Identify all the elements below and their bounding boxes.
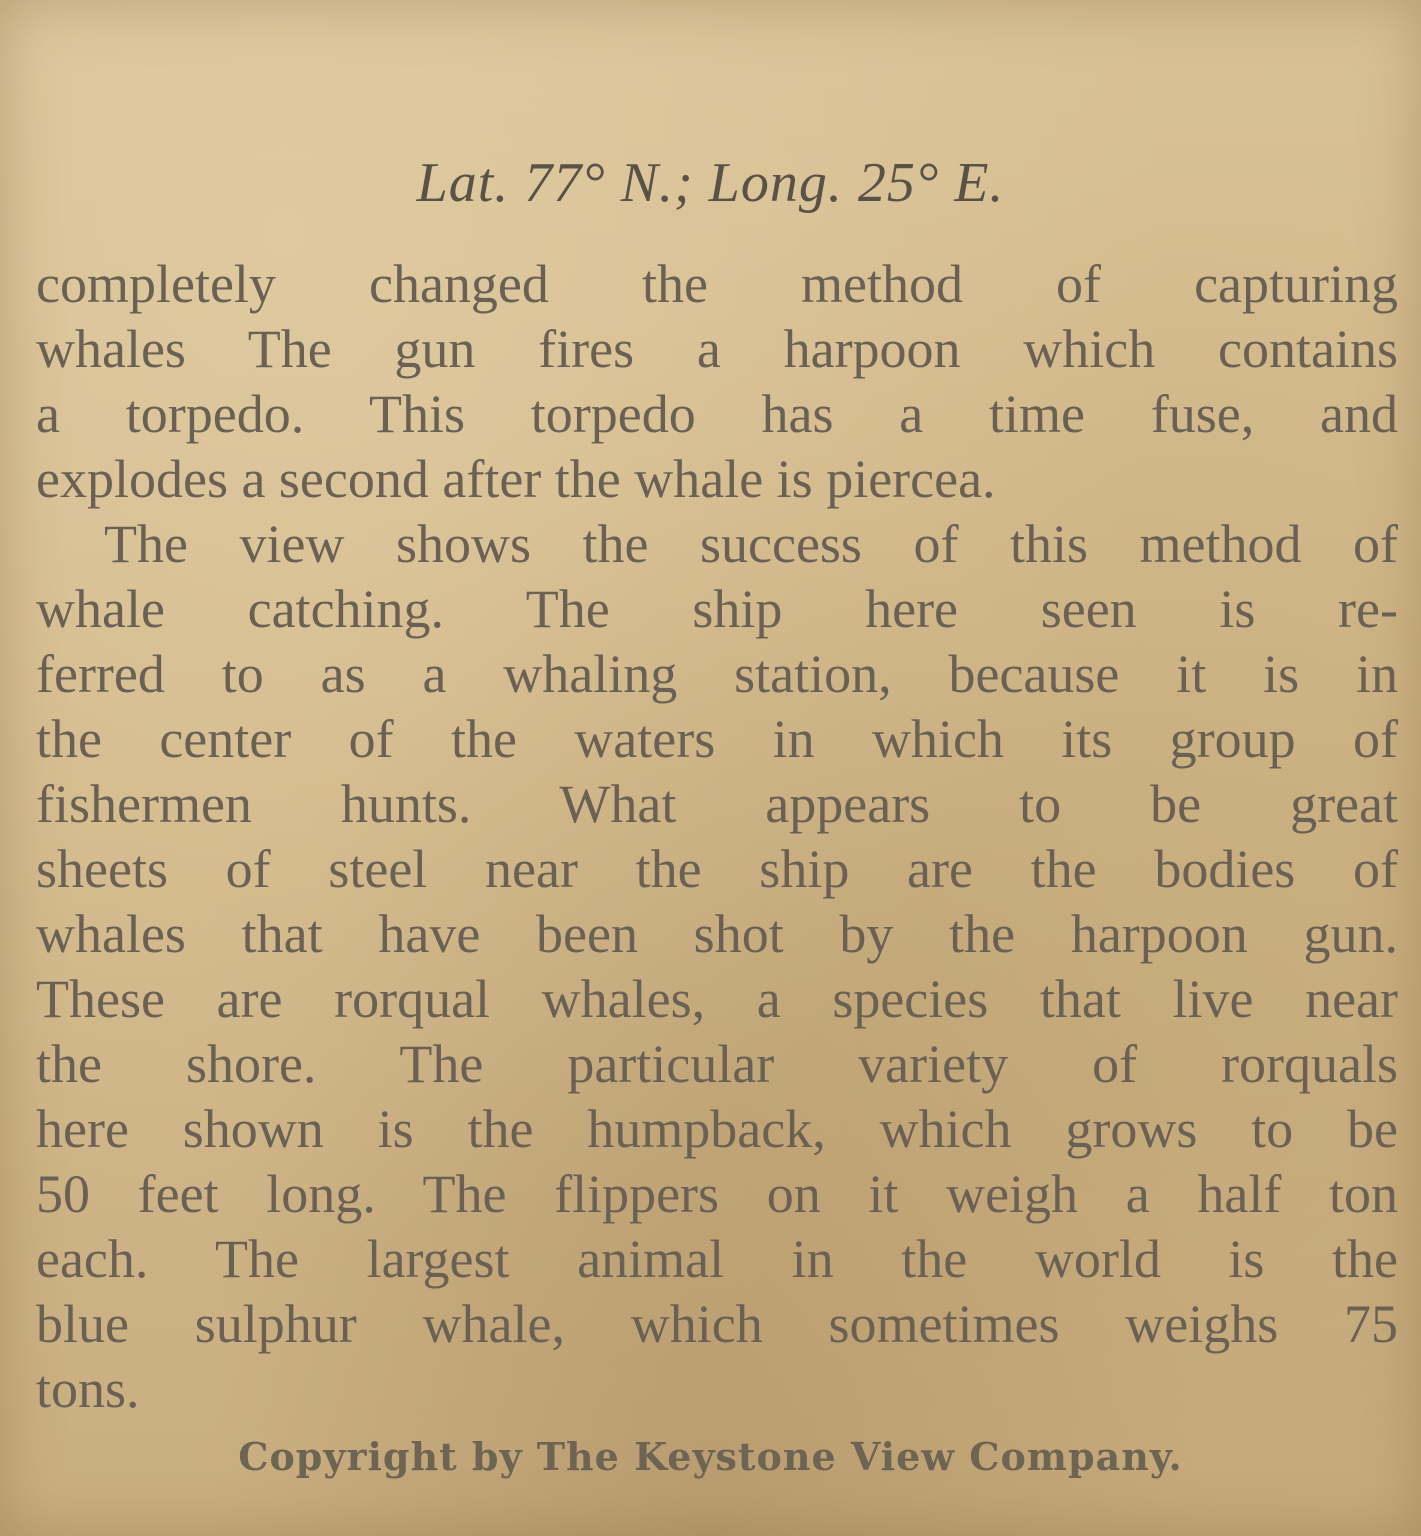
text-line: ferred to as a whaling station, because it is in (36, 644, 1398, 704)
text-line: whales The gun fires a harpoon which contains (36, 319, 1398, 379)
text-line: the shore. The particular variety of rorquals (36, 1034, 1398, 1094)
coordinates-heading: Lat. 77° N.; Long. 25° E. (416, 152, 1005, 214)
text-line: tons. (36, 1359, 140, 1419)
text-line: a torpedo. This torpedo has a time fuse, and (36, 384, 1398, 444)
text-line: the center of the waters in which its group of (36, 709, 1398, 769)
text-line: each. The largest animal in the world is the (36, 1229, 1398, 1289)
text-line: blue sulphur whale, which sometimes weighs 75 (36, 1294, 1398, 1354)
text-line: completely changed the method of capturing (36, 254, 1398, 314)
text-line: The view shows the success of this method of (104, 514, 1398, 574)
description-text (36, 252, 1398, 1422)
text-line: whales that have been shot by the harpoon gun. (36, 904, 1398, 964)
text-line: explodes a second after the whale is piercea. (36, 449, 996, 509)
text-line: sheets of steel near the ship are the bodies of (36, 839, 1398, 899)
text-line: here shown is the humpback, which grows to be (36, 1099, 1398, 1159)
text-line: 50 feet long. The flippers on it weigh a half ton (36, 1164, 1398, 1224)
copyright-notice: Copyright by The Keystone View Company. (238, 1434, 1183, 1479)
text-line: These are rorqual whales, a species that live near (36, 969, 1398, 1029)
text-line: fishermen hunts. What appears to be great (36, 774, 1398, 834)
text-line: whale catching. The ship here seen is re- (36, 579, 1398, 639)
